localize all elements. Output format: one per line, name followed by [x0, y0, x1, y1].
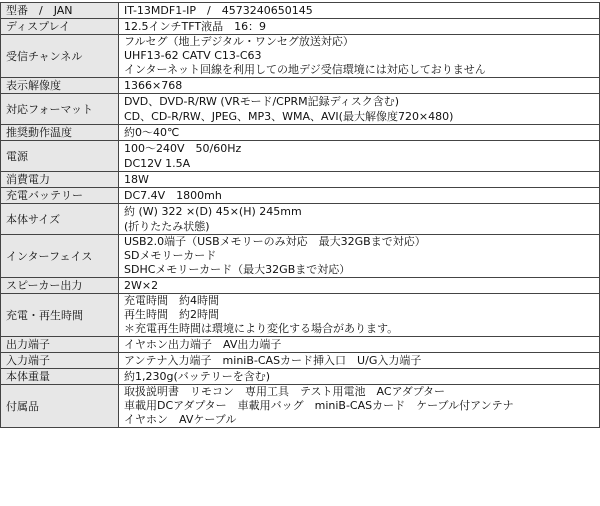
spec-label: 電源 — [1, 141, 119, 172]
spec-label: 表示解像度 — [1, 78, 119, 94]
spec-value-line: 2W×2 — [124, 279, 159, 292]
spec-table — [0, 2, 600, 428]
spec-row — [1, 385, 600, 428]
spec-value-line: 18W — [124, 173, 149, 186]
spec-value-line: DC7.4V 1800mh — [124, 189, 222, 202]
spec-value — [119, 385, 600, 428]
spec-row — [1, 35, 600, 78]
spec-value — [119, 94, 600, 125]
spec-row — [1, 172, 600, 188]
spec-table-body — [1, 3, 600, 428]
spec-value-line: 約 (W) 322 ×(D) 45×(H) 245mm — [124, 205, 302, 218]
spec-row — [1, 294, 600, 337]
spec-row — [1, 278, 600, 294]
spec-label: 入力端子 — [1, 353, 119, 369]
spec-value-line: ＊充電再生時間は環境により変化する場合があります。 — [124, 322, 399, 335]
spec-value-line: SDメモリーカード — [124, 249, 217, 262]
spec-label: 本体サイズ — [1, 204, 119, 235]
spec-value-line: 充電時間 約4時間 — [124, 294, 219, 307]
spec-value-line: (折りたたみ状態) — [124, 220, 210, 233]
spec-value — [119, 125, 600, 141]
spec-value — [119, 3, 600, 19]
spec-row — [1, 78, 600, 94]
spec-label: 付属品 — [1, 385, 119, 428]
spec-value — [119, 19, 600, 35]
spec-value-line: イヤホン AVケーブル — [124, 413, 237, 426]
spec-row — [1, 337, 600, 353]
spec-value-line: UHF13-62 CATV C13-C63 — [124, 49, 262, 62]
spec-row — [1, 204, 600, 235]
spec-value-line: 12.5インチTFT液晶 16：9 — [124, 20, 267, 33]
spec-value — [119, 294, 600, 337]
spec-value-line: インターネット回線を利用しての地デジ受信環境には対応しておりません — [124, 63, 486, 76]
spec-label: スピーカー出力 — [1, 278, 119, 294]
spec-value-line: SDHCメモリーカード（最大32GBまで対応） — [124, 263, 351, 276]
spec-value — [119, 369, 600, 385]
spec-value — [119, 78, 600, 94]
spec-value-line: CD、CD-R/RW、JPEG、MP3、WMA、AVI(最大解像度720×480) — [124, 110, 454, 123]
spec-value-line: IT-13MDF1-IP / 4573240650145 — [124, 4, 313, 17]
spec-label: 型番 / JAN — [1, 3, 119, 19]
spec-value — [119, 235, 600, 278]
spec-label: 推奨動作温度 — [1, 125, 119, 141]
spec-value-line: 取扱説明書 リモコン 専用工具 テスト用電池 ACアダプター — [124, 385, 446, 398]
spec-label: 受信チャンネル — [1, 35, 119, 78]
spec-row — [1, 188, 600, 204]
spec-label: インターフェイス — [1, 235, 119, 278]
spec-row — [1, 141, 600, 172]
spec-label: 出力端子 — [1, 337, 119, 353]
spec-label: 消費電力 — [1, 172, 119, 188]
spec-row — [1, 19, 600, 35]
spec-value — [119, 278, 600, 294]
spec-value-line: イヤホン出力端子 AV出力端子 — [124, 338, 282, 351]
spec-value-line: 再生時間 約2時間 — [124, 308, 219, 321]
spec-row — [1, 94, 600, 125]
spec-row — [1, 235, 600, 278]
spec-value — [119, 337, 600, 353]
spec-value-line: 100〜240V 50/60Hz — [124, 142, 242, 155]
spec-value-line: DVD、DVD-R/RW (VRモード/CPRM記録ディスク含む) — [124, 95, 400, 108]
spec-value — [119, 353, 600, 369]
spec-value — [119, 172, 600, 188]
spec-label: 対応フォーマット — [1, 94, 119, 125]
spec-value-line: アンテナ入力端子 miniB-CASカード挿入口 U/G入力端子 — [124, 354, 422, 367]
spec-label: 充電バッテリー — [1, 188, 119, 204]
spec-value-line: USB2.0端子（USBメモリーのみ対応 最大32GBまで対応） — [124, 235, 426, 248]
spec-label: ディスプレイ — [1, 19, 119, 35]
spec-value — [119, 35, 600, 78]
spec-value-line: 1366×768 — [124, 79, 183, 92]
spec-value-line: 約1,230g(バッテリーを含む) — [124, 370, 271, 383]
spec-label: 本体重量 — [1, 369, 119, 385]
spec-value-line: フルセグ（地上デジタル・ワンセグ放送対応） — [124, 35, 354, 48]
spec-value — [119, 141, 600, 172]
spec-label: 充電・再生時間 — [1, 294, 119, 337]
spec-value-line: DC12V 1.5A — [124, 157, 191, 170]
spec-row — [1, 369, 600, 385]
spec-row — [1, 125, 600, 141]
spec-value — [119, 188, 600, 204]
spec-value-line: 約0〜40℃ — [124, 126, 180, 139]
spec-row — [1, 3, 600, 19]
spec-value-line: 車載用DCアダプター 車載用バッグ miniB-CASカード ケーブル付アンテナ — [124, 399, 514, 412]
spec-row — [1, 353, 600, 369]
spec-value — [119, 204, 600, 235]
